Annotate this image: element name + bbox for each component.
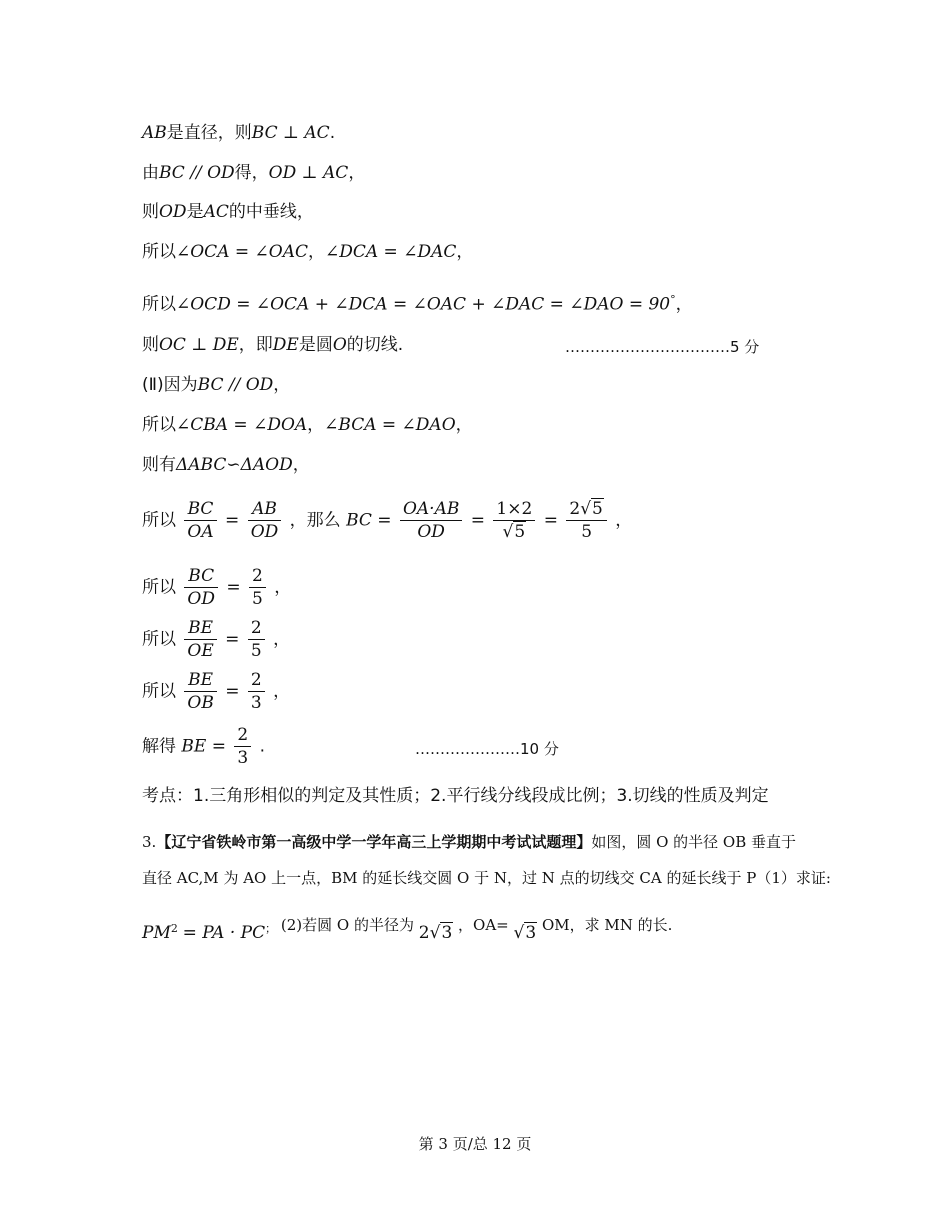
fraction: [493, 498, 535, 543]
denominator: OA: [187, 522, 214, 542]
numerator: [566, 498, 607, 521]
question-text: ，OA=: [458, 916, 509, 934]
question-source: 【辽宁省铁岭市第一高级中学一学年高三上学期期中考试试题理】: [156, 833, 592, 851]
text: ，: [307, 415, 325, 435]
text: ，: [615, 510, 633, 531]
question-text: 直径 AC,M 为 AO 上一点，BM 的延长线交圆 O 于 N，过 N 点的切线交 CA 的延长线于 P（1）求证:: [142, 869, 831, 887]
fraction: [184, 565, 218, 610]
denominator: 3: [237, 748, 249, 768]
text: ，: [348, 163, 366, 183]
math: O: [332, 335, 347, 355]
fraction: [248, 498, 282, 543]
text: 解得: [142, 736, 176, 757]
text: ，: [456, 242, 474, 262]
text: 所以: [142, 510, 176, 531]
question-3-line-2: [142, 867, 831, 889]
denominator: OB: [187, 693, 214, 713]
math: ∠OCA = ∠OAC: [176, 242, 308, 262]
math: BC // OD: [197, 375, 274, 395]
text: ，: [307, 242, 325, 262]
radius-value: [419, 922, 454, 943]
denominator: OD: [417, 522, 445, 542]
text: 所以: [142, 242, 176, 262]
solution-line-5: [142, 289, 693, 316]
numerator: BC: [184, 565, 218, 588]
math: ∠DCA = ∠DAC: [324, 242, 457, 262]
radicand: 5: [514, 522, 526, 542]
numerator: 1×2: [493, 498, 535, 521]
solution-line-8: [142, 414, 473, 436]
text: ，: [675, 294, 693, 315]
question-text: OM，求 MN 的长.: [541, 916, 673, 934]
solution-line-4: [142, 241, 473, 263]
denominator: 5: [581, 522, 593, 542]
denominator: OD: [250, 522, 279, 542]
fraction: [234, 724, 251, 769]
text: ，: [274, 577, 292, 598]
fraction: [184, 498, 216, 543]
text: 由: [142, 163, 159, 183]
text: 则: [142, 335, 159, 355]
solution-line-6: [142, 334, 403, 356]
text: ，: [273, 629, 291, 650]
math: PM: [142, 923, 171, 943]
solution-line-10: [142, 498, 632, 543]
text: ，那么: [289, 510, 341, 531]
score-marker-5: [565, 336, 759, 357]
text: 是: [186, 202, 204, 222]
ratio-value: [514, 922, 538, 943]
radical-sign: √: [513, 923, 525, 943]
numerator: 2: [234, 724, 251, 747]
radicand: 5: [592, 499, 603, 519]
fraction: [184, 669, 216, 714]
text: 是直径，则: [166, 123, 252, 143]
equals: =: [226, 577, 241, 598]
text: (Ⅱ)因为: [142, 375, 198, 395]
solution-line-12: [142, 617, 290, 662]
math: OD ⊥ AC: [268, 163, 349, 183]
math: ΔABC∽ΔAOD: [176, 455, 293, 475]
text: 得，: [234, 163, 269, 183]
fraction: [248, 617, 265, 662]
text: ，: [292, 455, 310, 475]
exponent: 2: [170, 922, 178, 935]
math: OC ⊥ DE: [159, 335, 239, 355]
coefficient: 2: [569, 499, 581, 519]
text: ，: [273, 375, 291, 395]
numerator: BE: [184, 617, 216, 640]
text: 所以: [142, 681, 176, 702]
text: 则有: [142, 455, 176, 475]
score-marker-10: [415, 738, 559, 759]
numerator: BC: [184, 498, 216, 521]
text: 的切线.: [346, 335, 404, 355]
text: 是圆: [298, 335, 333, 355]
math: BC ⊥ AC: [251, 123, 330, 143]
denominator: 3: [250, 693, 262, 713]
fraction: [184, 617, 216, 662]
text: 的中垂线，: [228, 202, 314, 222]
numerator: 2: [248, 669, 265, 692]
score-points: 10 分: [520, 740, 559, 758]
radicand: 3: [525, 923, 537, 943]
exam-points: 考点：1.三角形相似的判定及其性质；2.平行线分线段成比例；3.切线的性质及判定: [142, 786, 769, 806]
equals: =: [225, 629, 240, 650]
solution-line-3: [142, 201, 314, 223]
math: AB: [142, 123, 167, 143]
fraction: [400, 498, 462, 543]
math: BC // OD: [159, 163, 235, 183]
denominator: [493, 521, 535, 543]
numerator: AB: [248, 498, 282, 521]
denominator: 5: [250, 641, 262, 661]
radical-sign: √: [502, 522, 514, 542]
text: .: [329, 123, 336, 143]
math: BC =: [346, 510, 392, 531]
text: ；: [265, 922, 277, 935]
text: 所以: [142, 415, 176, 435]
math: DE: [272, 335, 299, 355]
text: 所以: [142, 294, 176, 315]
math: AC: [203, 202, 229, 222]
score-points: 5 分: [730, 338, 760, 356]
solution-line-14: [142, 724, 265, 769]
solution-line-1: [142, 122, 335, 144]
denominator: OE: [187, 641, 214, 661]
numerator: 2: [249, 565, 266, 588]
math: ∠CBA = ∠DOA: [176, 415, 308, 435]
question-3-line-3: [142, 918, 672, 944]
text: 则: [142, 202, 159, 222]
radical-sign: √: [580, 499, 592, 519]
solution-line-7: [142, 374, 290, 396]
fraction: [248, 669, 265, 714]
solution-line-2: [142, 162, 365, 184]
text: ，: [273, 681, 291, 702]
solution-line-11: [142, 565, 291, 610]
text: .: [259, 736, 266, 757]
degree-sign: °: [670, 293, 676, 306]
coefficient: 2: [418, 923, 430, 943]
fraction: [566, 498, 607, 543]
math: BE =: [181, 736, 226, 757]
denominator: 5: [252, 589, 263, 609]
radical-sign: √: [429, 923, 441, 943]
numerator: 2: [248, 617, 265, 640]
score-dots: ……………………………: [565, 338, 730, 356]
question-number: 3.: [142, 833, 157, 851]
fraction: [249, 565, 266, 610]
solution-line-13: [142, 669, 290, 714]
math: OD: [159, 202, 187, 222]
text: ，即: [238, 335, 273, 355]
equals: =: [225, 510, 240, 531]
text: ，: [455, 415, 473, 435]
equals: =: [225, 681, 240, 702]
text: 所以: [142, 629, 176, 650]
page-footer: 第 3 页/总 12 页: [418, 1135, 532, 1153]
math: ∠BCA = ∠DAO: [324, 415, 456, 435]
math: = PA · PC: [182, 923, 266, 943]
solution-line-9: [142, 454, 310, 476]
math: ∠OCD = ∠OCA + ∠DCA = ∠OAC + ∠DAC = ∠DAO = 90: [176, 294, 671, 315]
numerator: OA·AB: [400, 498, 462, 521]
equals: =: [543, 510, 558, 531]
score-dots: …………………: [415, 740, 520, 758]
denominator: OD: [187, 589, 215, 609]
question-3-line-1: [142, 831, 796, 853]
text: 所以: [142, 577, 176, 598]
radicand: 3: [441, 923, 453, 943]
equals: =: [470, 510, 485, 531]
numerator: BE: [184, 669, 216, 692]
question-text: (2)若圆 O 的半径为: [280, 916, 414, 934]
question-text: 如图，圆 O 的半径 OB 垂直于: [591, 833, 797, 851]
